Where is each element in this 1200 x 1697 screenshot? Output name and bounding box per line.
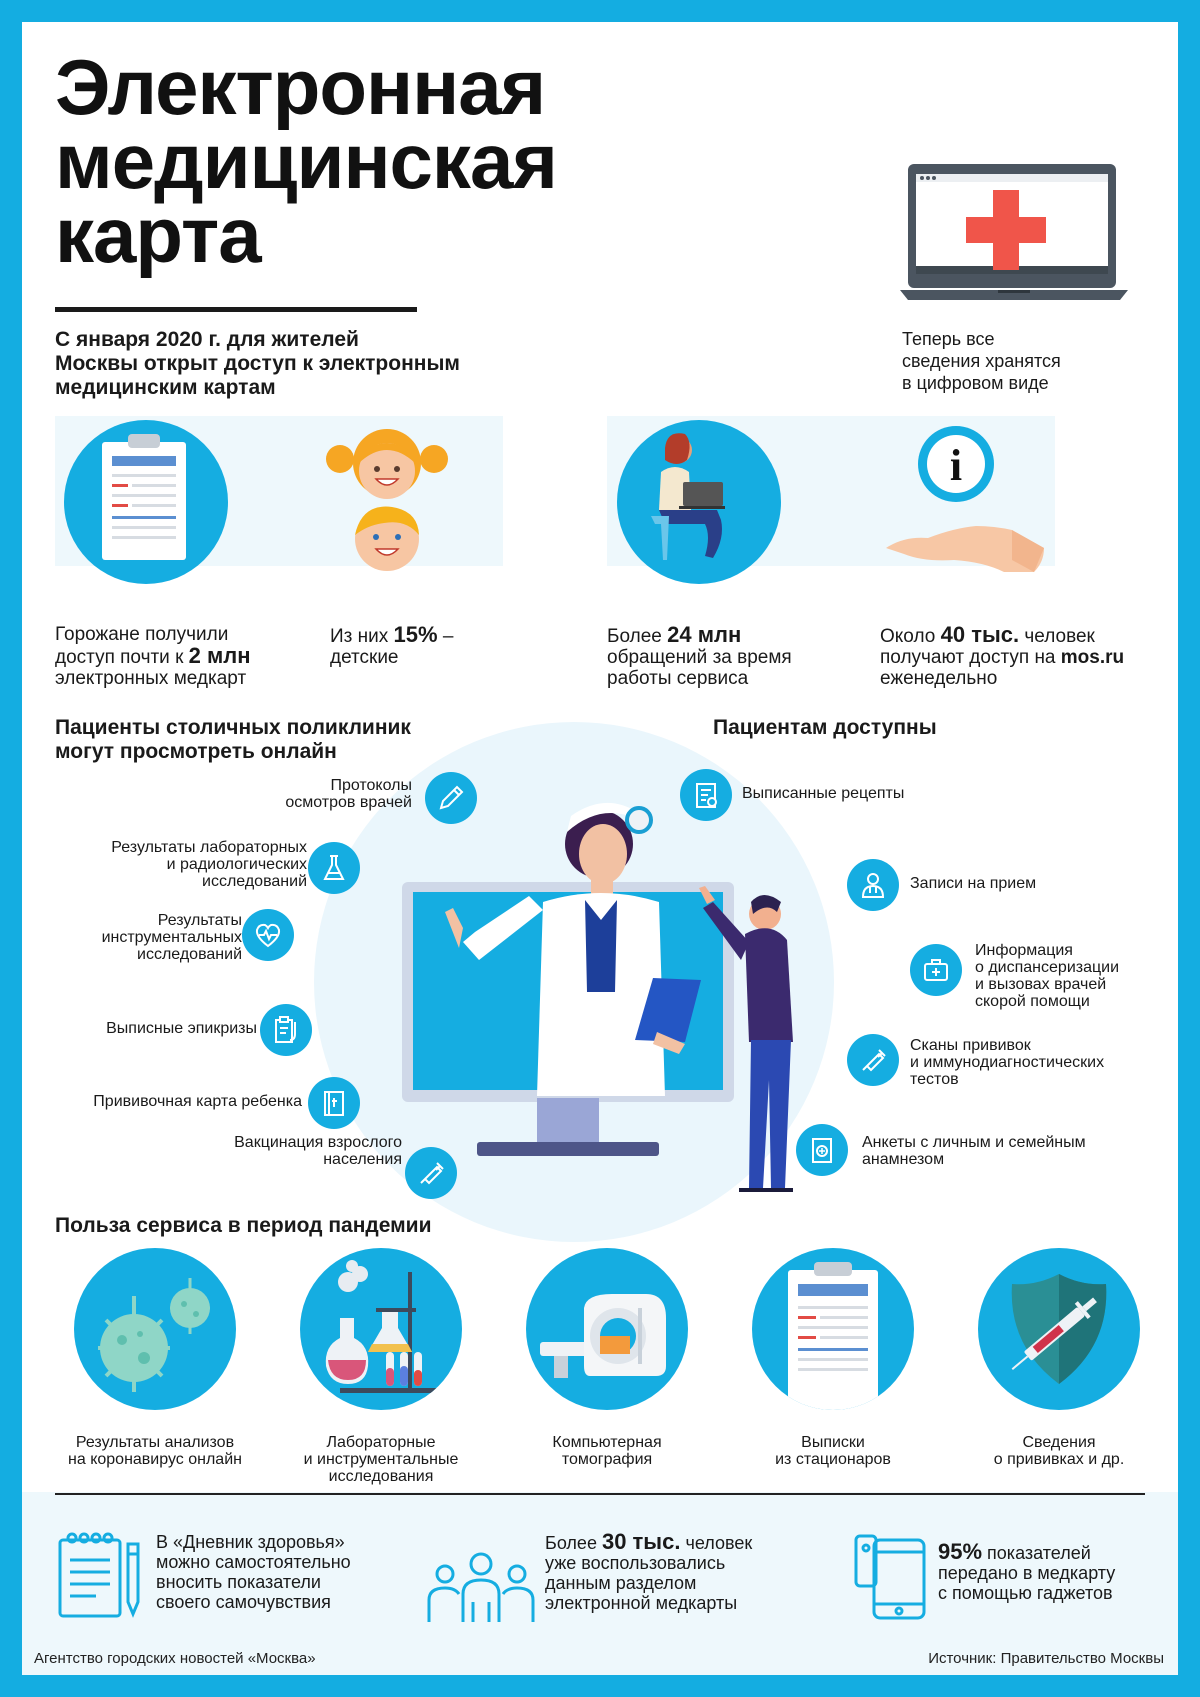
shield-syringe-icon [978,1248,1140,1410]
available-item-anamnesis [862,1134,1132,1168]
lab-flasks-icon [300,1248,462,1410]
stat-weekly-site[interactable]: mos.ru [1060,647,1125,668]
pandemic-circle-lab [300,1248,462,1410]
children-faces-icon [322,427,452,577]
pandemic-item-label: на коронавирус онлайн [68,1451,242,1468]
available-item-label: Выписанные рецепты [742,785,905,802]
bottom-gadgets-line-3: с помощью гаджетов [938,1583,1113,1603]
online-item-label: инструментальных [101,929,242,946]
pandemic-item-label: Сведения [1022,1434,1096,1451]
pandemic-item-covid [45,1434,265,1468]
stat-children [330,624,510,668]
clipboard-icon [64,420,228,584]
bottom-gadgets-text [938,1539,1158,1603]
stat-children-pre: Из них [330,626,394,647]
available-item-label: Информация [975,942,1073,959]
infographic-sheet [22,22,1178,1675]
flask-icon [318,852,350,884]
title-divider [55,307,417,312]
bottom-users-line-3: данным разделом [545,1573,697,1593]
online-item-adult-vaccination [172,1134,402,1168]
online-item-label: Прививочная карта ребенка [93,1093,302,1110]
online-item-child-vaccination-card [52,1093,302,1110]
available-item-label: Записи на прием [910,875,1037,892]
woman-laptop-circle [617,420,781,584]
online-icon-protocols [425,772,477,824]
pandemic-item-discharge [723,1434,943,1468]
lead-line-2: Москвы открыт доступ к электронным [55,352,460,375]
pandemic-item-label: Выписки [801,1434,865,1451]
available-item-dispensary-info [975,942,1175,1010]
available-icon-prescriptions [680,769,732,821]
online-item-label: Результаты лабораторных [111,839,307,856]
available-item-label: и иммунодиагностических [910,1054,1105,1071]
pandemic-item-label: и инструментальные [303,1451,459,1468]
title-line-2: медицинская [55,117,557,205]
pen-icon [435,782,467,814]
online-item-label: населения [323,1151,402,1168]
online-item-label: Вакцинация взрослого [234,1134,402,1151]
online-item-instrumental-results [52,912,242,963]
stat-weekly-post: человек [1019,626,1095,647]
syringe-icon [415,1157,447,1189]
stat-weekly-line-2: получают доступ на [880,647,1061,668]
online-icon-adult-vaccination [405,1147,457,1199]
clipboard-stethoscope-icon [270,1014,302,1046]
bottom-users-line-2: уже воспользовались [545,1553,726,1573]
medkit-icon [920,954,952,986]
available-item-prescriptions [742,785,1002,802]
stat-weekly-pre: Около [880,626,941,647]
pandemic-item-lab [271,1434,491,1485]
title-line-3: карта [55,191,261,279]
available-item-label: и вызовах врачей [975,976,1107,993]
online-icon-discharge [260,1004,312,1056]
bottom-users-number: 30 тыс. [601,1529,681,1554]
pandemic-circle-ct [526,1248,688,1410]
pandemic-heading: Польза сервиса в период пандемии [55,1214,432,1237]
laptop-caption-line-1: Теперь все [902,329,995,349]
stat-children-number: 15% [393,622,438,647]
bottom-users-post: человек [680,1533,753,1553]
laptop-caption-line-2: сведения хранятся [902,351,1061,371]
page-title [55,43,557,279]
bottom-users-line-4: электронной медкарты [545,1593,738,1613]
available-icon-appointments [847,859,899,911]
health-diary-icon [56,1530,142,1622]
online-heading-line-1: Пациенты столичных поликлиник [55,716,411,739]
bottom-gadgets-number: 95% [938,1539,983,1564]
syringe-icon [857,1044,889,1076]
available-item-label: тестов [910,1071,959,1088]
clipboard-circle [64,420,228,584]
heart-monitor-icon [252,919,284,951]
online-heading-line-2: могут просмотреть онлайн [55,740,337,763]
stat-children-dash: – [437,626,454,647]
available-item-label: анамнезом [862,1151,945,1168]
gadgets-icon [852,1530,928,1622]
online-item-exam-protocols [182,777,412,811]
online-item-label: исследований [202,873,307,890]
stat-weekly-line-3: еженедельно [880,668,998,689]
online-item-lab-results [62,839,307,890]
svg-text:i: i [949,441,963,490]
stat-requests-line-3: работы сервиса [607,668,749,689]
lead-line-1: С января 2020 г. для жителей [55,328,359,351]
online-item-label: Результаты [157,912,242,929]
bottom-users-pre: Более [545,1533,602,1553]
doctor-icon [857,869,889,901]
bottom-gadgets-line-2: передано в медкарту [938,1563,1116,1583]
online-item-discharge-summaries [62,1020,257,1037]
laptop-caption-line-3: в цифровом виде [902,373,1049,393]
info-hand-icon [884,422,1054,572]
ct-scanner-icon [526,1248,688,1410]
bottom-diary-line-1: В «Дневник здоровья» [156,1532,345,1552]
online-icon-instrumental [242,909,294,961]
available-item-label: о диспансеризации [975,959,1120,976]
stat-requests-pre: Более [607,626,668,647]
laptop-icon [900,162,1128,312]
pandemic-circle-covid [74,1248,236,1410]
bottom-diary-line-4: своего самочувствия [156,1592,331,1612]
stat-cards [55,624,305,689]
stat-cards-number: 2 млн [188,643,251,668]
online-item-label: исследований [137,946,242,963]
virus-icon [74,1248,236,1410]
pandemic-item-label: исследования [328,1468,434,1485]
online-item-label: Выписные эпикризы [106,1020,257,1037]
bottom-diary-line-2: можно самостоятельно [156,1552,351,1572]
lead-text [55,328,525,400]
people-group-icon [425,1550,537,1624]
discharge-document-icon [752,1248,914,1410]
pandemic-item-ct [497,1434,717,1468]
bottom-diary-text [156,1532,416,1612]
form-icon [806,1134,838,1166]
online-item-label: осмотров врачей [285,794,412,811]
laptop-caption [902,328,1122,394]
stat-requests [607,624,857,689]
stat-cards-line-2: доступ почти к [55,647,189,668]
stat-requests-number: 24 млн [667,622,742,647]
bottom-divider [55,1493,1145,1495]
doctor-monitor-illustration [367,792,867,1192]
book-icon [318,1087,350,1119]
bottom-gadgets-post: показателей [982,1543,1091,1563]
stat-cards-line-3: электронных медкарт [55,668,247,689]
pandemic-item-label: томография [561,1451,653,1468]
pandemic-item-label: Лабораторные [326,1434,436,1451]
available-item-label: Анкеты с личным и семейным [862,1134,1086,1151]
pandemic-circle-discharge [752,1248,914,1410]
stat-weekly-number: 40 тыс. [940,622,1020,647]
online-icon-lab [308,842,360,894]
pandemic-item-label: из стационаров [775,1451,891,1468]
available-icon-anamnesis [796,1124,848,1176]
title-line-1: Электронная [55,43,546,131]
pandemic-circle-vaccination [978,1248,1140,1410]
online-item-label: Протоколы [330,777,412,794]
stat-cards-line-1: Горожане получили [55,624,229,645]
prescription-icon [690,779,722,811]
footer-agency: Агентство городских новостей «Москва» [34,1650,316,1667]
pandemic-item-label: Результаты анализов [75,1434,235,1451]
bottom-diary-line-3: вносить показатели [156,1572,321,1592]
woman-with-laptop-icon [617,420,781,584]
bottom-users-text [545,1529,805,1613]
stat-children-line-2: детские [330,647,399,668]
available-item-vaccination-scans [910,1037,1150,1088]
available-heading: Пациентам доступны [713,716,937,739]
lead-line-3: медицинским картам [55,376,276,399]
stat-weekly [880,624,1170,689]
online-item-label: и радиологических [166,856,307,873]
available-icon-vaccination-scans [847,1034,899,1086]
available-item-label: скорой помощи [975,993,1090,1010]
online-icon-child-vaccination [308,1077,360,1129]
pandemic-item-label: Компьютерная [552,1434,662,1451]
stat-requests-line-2: обращений за время [607,647,792,668]
available-item-label: Сканы прививок [910,1037,1031,1054]
pandemic-item-vaccination [949,1434,1169,1468]
available-icon-dispensary [910,944,962,996]
pandemic-item-label: о прививках и др. [993,1451,1125,1468]
footer-source: Источник: Правительство Москвы [928,1650,1164,1667]
available-item-appointments [910,875,1110,892]
